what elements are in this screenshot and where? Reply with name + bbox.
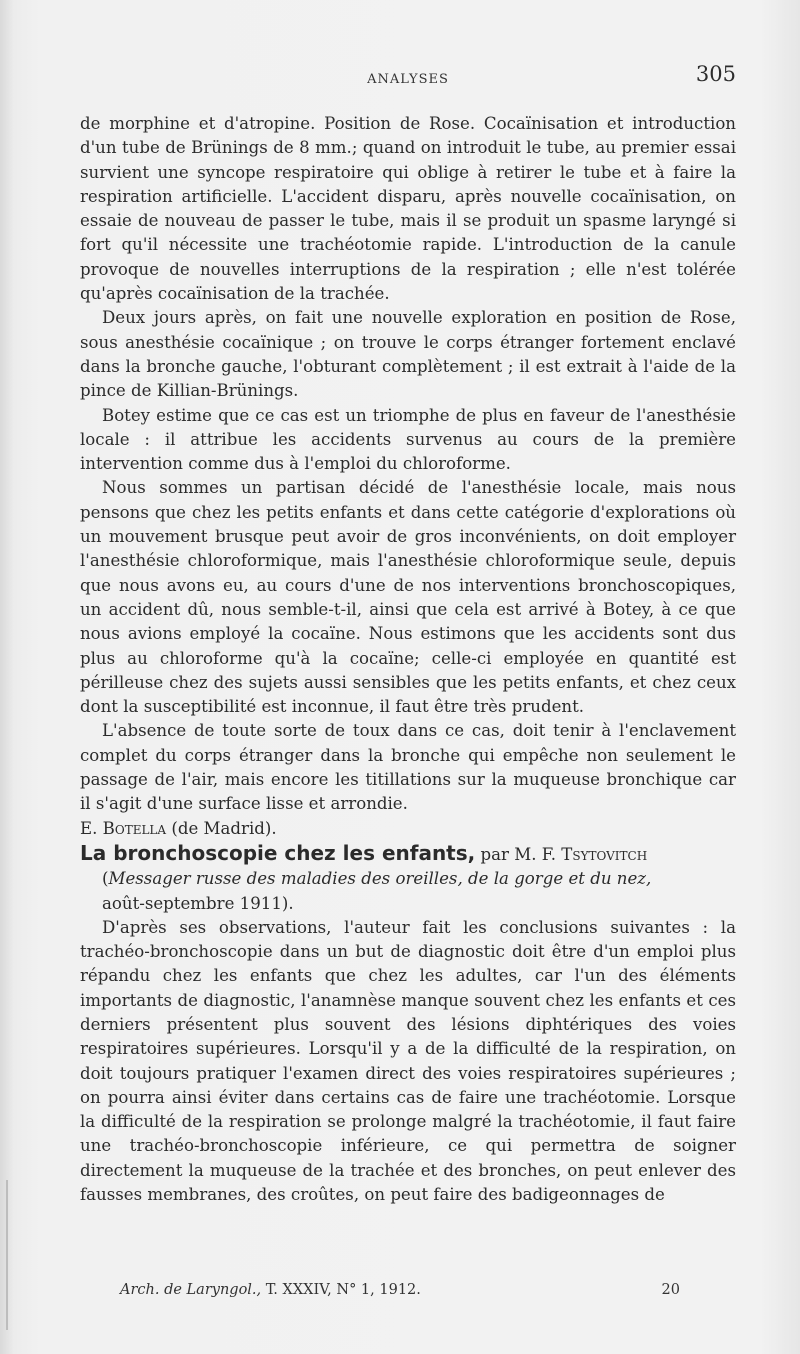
paragraph-5: L'absence de toute sorte de toux dans ce cas, doit tenir à l'enclavement complet du corps étranger dans la bronche qui empêche non seulement le passage de l'air, mais encore les titillations sur la muqueuse bronchique car il s'agit d'une surface lisse et arrondie.	[80, 721, 736, 814]
article-source-date: août-septembre 1911).	[102, 893, 294, 913]
source-open: (	[102, 869, 109, 889]
page-body	[80, 112, 736, 1207]
page-header	[80, 62, 736, 96]
footer-volume: T. XXXIV, N° 1, 1912.	[265, 1282, 421, 1298]
running-head: ANALYSES	[367, 72, 449, 87]
review-signature	[80, 817, 736, 841]
article-author: Tsytovitch	[561, 844, 648, 864]
paragraph-4: Nous sommes un partisan décidé de l'anesthésie locale, mais nous pensons que chez les petits enfants et dans cette catégorie d'explorations où un mouvement brusque peut avoir de gros inconvénients, on doit employer l'anesthésie chloroformique, mais l'anesthésie chloroformique seule, depuis que nous avons eu, au cours d'une de nos interventions bronchoscopiques, un accident dû, nous semble-t-il, ainsi que cela est arrivé à Botey, à ce que nous avions employé la cocaïne. Nous estimons que les accidents sont dus plus au chloroforme qu'à la cocaïne; celle-ci employée en quantité est périlleuse chez des sujets aussi sensibles que les petits enfants, et chez ceux dont la susceptibilité est inconnue, il faut être très prudent.	[80, 478, 736, 717]
article-title: La bronchoscopie chez les enfants,	[80, 840, 476, 865]
paragraph-1: de morphine et d'atropine. Position de Rose. Cocaïnisation et introduction d'un tube de Brünings de 8 mm.; quand on introduit le tube, au premier essai survient une syncope respiratoire qui oblige à retirer le tube et à faire la respiration artificielle. L'accident disparu, après nouvelle cocaïnisation, on essaie de nouveau de passer le tube, mais il se produit un spasme laryngé si fort qu'il nécessite une trachéotomie rapide. L'introduction de la canule provoque de nouvelles interruptions de la respiration ; elle n'est tolérée qu'après cocaïnisation de la trachée.	[80, 114, 736, 304]
article-source-title: Messager russe des maladies des oreilles, de la gorge et du nez,	[108, 869, 652, 889]
paragraph-3: Botey estime que ce cas est un triomphe de plus en faveur de l'anesthésie locale : il attribue les accidents survenus au cours de la première intervention comme dus à l'emploi du chloroforme.	[80, 405, 736, 474]
article-heading	[80, 841, 736, 916]
footer-signature-number: 20	[661, 1282, 680, 1298]
footer-journal: Arch. de Laryngol.,	[120, 1282, 262, 1298]
paragraph-2: Deux jours après, on fait une nouvelle exploration en position de Rose, sous anesthésie cocaïnique ; on trouve le corps étranger fortement enclavé dans la bronche gauche, l'obturant complètement ; il est extrait à l'aide de la pince de Killian-Brünings.	[80, 308, 736, 401]
page-footer	[120, 1282, 680, 1298]
signature-name: Botella	[102, 818, 167, 838]
signature-initial: E.	[80, 818, 98, 838]
gutter-shadow	[6, 1180, 8, 1330]
article-paragraph: D'après ses observations, l'auteur fait les conclusions suivantes : la trachéo-bronchoscopie dans un but de diagnostic doit être d'un emploi plus répandu chez les enfants que chez les adultes, car l'un des éléments importants de diagnostic, l'anamnèse manque souvent chez les enfants et ces derniers présentent plus souvent des lésions diphtériques des voies respiratoires supérieures. Lorsqu'il y a de la difficulté de la respiration, on doit toujours pratiquer l'examen direct des voies respiratoires supérieures ; on pourra ainsi éviter dans certains cas de faire une trachéotomie. Lorsque la difficulté de la respiration se prolonge malgré la trachéotomie, il faut faire une trachéo-bronchoscopie inférieure, ce qui permettra de soigner directement la muqueuse de la trachée et des bronches, on peut enlever des fausses membranes, des croûtes, on peut faire des badigeonnages de	[80, 917, 736, 1205]
page-number: 305	[695, 62, 736, 86]
signature-place: (de Madrid).	[171, 818, 277, 838]
article-author-prefix: par M. F.	[480, 844, 556, 864]
